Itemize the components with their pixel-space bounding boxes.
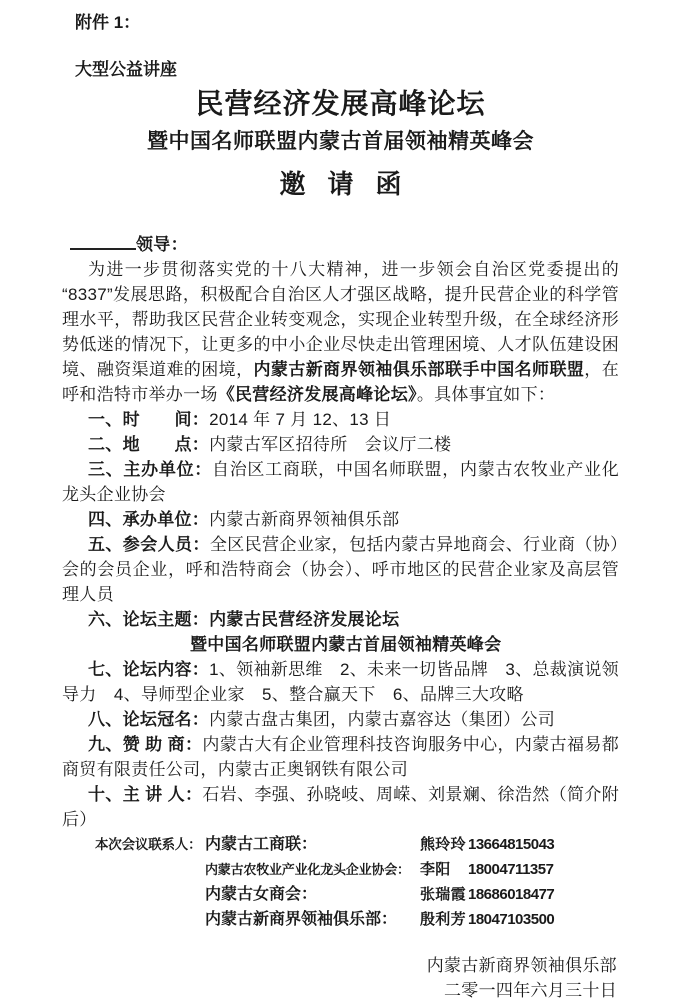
signature-block	[62, 953, 619, 1003]
item-label: 八、论坛冠名：	[88, 710, 210, 729]
document-subtitle: 暨中国名师联盟内蒙古首届领袖精英峰会	[147, 130, 534, 153]
contact-row	[62, 882, 619, 907]
contact-phone: 18004711357	[468, 861, 554, 878]
item-label: 三、主办单位：	[88, 460, 212, 479]
intro-bold-forum-name: 《民营经济发展高峰论坛》	[217, 385, 417, 404]
contact-row	[62, 857, 619, 882]
item-content: 2014 年 7 月 12、13 日	[209, 410, 392, 429]
document-content	[0, 13, 675, 1003]
list-item-time	[62, 407, 619, 432]
contact-org: 内蒙古女商会：	[205, 886, 318, 903]
contacts-header-label: 本次会议联系人：	[95, 837, 202, 852]
item-label: 十、主 讲 人：	[88, 785, 203, 804]
document-title: 民营经济发展高峰论坛	[195, 88, 486, 119]
contacts-header-spacer	[62, 857, 205, 882]
forum-theme-line2: 暨中国名师联盟内蒙古首届领袖精英峰会	[190, 635, 502, 654]
list-item-title-sponsors	[62, 707, 619, 732]
contact-phone: 18686018477	[468, 886, 555, 903]
lecture-type-label: 大型公益讲座	[75, 60, 177, 79]
item-label: 二、地 点：	[88, 435, 210, 454]
item-label: 一、时 间：	[88, 410, 210, 429]
list-item-hosts	[62, 457, 619, 507]
contacts-header-spacer	[62, 907, 205, 932]
signature-organization: 内蒙古新商界领袖俱乐部	[426, 956, 617, 975]
item-content: 自治区工商联，中国名师联盟，内蒙古农牧业产业化龙头企业协会	[62, 460, 619, 504]
contact-phone: 18047103500	[468, 911, 555, 928]
list-item-forum-theme	[62, 607, 619, 632]
item-content: 内蒙古大有企业管理科技咨询服务中心，内蒙古福易都商贸有限责任公司，内蒙古正奥钢铁有限公司	[62, 735, 619, 779]
contact-name: 李阳	[420, 861, 451, 878]
contact-phone: 13664815043	[468, 836, 555, 853]
invitation-heading: 邀请函	[279, 169, 424, 199]
item-content: 内蒙古民营经济发展论坛	[209, 610, 400, 629]
contact-org: 内蒙古新商界领袖俱乐部：	[205, 911, 398, 928]
salutation-label: 领导：	[136, 235, 188, 254]
item-label: 六、论坛主题：	[88, 610, 210, 629]
item-content: 1、领袖新思维 2、未来一切皆品牌 3、总裁演说领导力 4、导师型企业家 5、整合赢天下 6、品牌三大攻略	[62, 660, 619, 704]
scanned-invitation-document	[0, 13, 675, 1000]
contacts-table	[62, 832, 619, 932]
intro-text: 。具体事宜如下：	[416, 385, 556, 404]
contact-org: 内蒙古农牧业产业化龙头企业协会：	[205, 862, 410, 877]
contacts-header-spacer	[62, 882, 205, 907]
list-item-organizer	[62, 507, 619, 532]
salutation-blank-underline	[70, 231, 136, 250]
contact-name: 张瑞霞	[420, 886, 466, 903]
list-item-forum-content	[62, 657, 619, 707]
contact-row	[62, 832, 619, 857]
intro-text: ，在呼和浩特市举办一场	[62, 360, 619, 404]
contact-name: 熊玲玲	[420, 836, 466, 853]
item-label: 五、参会人员：	[88, 535, 210, 554]
attachment-label: 附件 1：	[75, 13, 141, 32]
item-content: 石岩、李强、孙晓岐、周嵘、刘景斓、徐浩然（简介附后）	[62, 785, 619, 829]
item-label: 九、赞 助 商：	[88, 735, 203, 754]
intro-text: 为进一步贯彻落实党的十八大精神，进一步领会自治区党委提出的“8337”发展思路，积极配合自治区人才强区战略，提升民营企业的科学管理水平，帮助我区民营企业转变观念，实现企业转型升级，在全球经济形势低迷的情况下，让更多的中小企业尽快走出管理困境、人才队伍建设困境、融资渠道难的困境，	[62, 260, 619, 379]
intro-paragraph	[62, 257, 619, 407]
item-label: 四、承办单位：	[88, 510, 210, 529]
item-content: 全区民营企业家，包括内蒙古异地商会、行业商（协）会的会员企业，呼和浩特商会（协会）、呼市地区的民营企业家及高层管理人员	[62, 535, 619, 604]
intro-bold-organizers: 内蒙古新商界领袖俱乐部联手中国名师联盟	[253, 360, 585, 379]
document-body	[62, 231, 619, 1003]
contact-org: 内蒙古工商联：	[205, 836, 318, 853]
list-item-venue	[62, 432, 619, 457]
item-content: 内蒙古盘古集团，内蒙古嘉容达（集团）公司	[209, 710, 556, 729]
contact-row	[62, 907, 619, 932]
item-content: 内蒙古军区招待所 会议厅二楼	[209, 435, 452, 454]
item-content: 内蒙古新商界领袖俱乐部	[209, 510, 400, 529]
list-item-speakers	[62, 782, 619, 832]
item-label: 七、论坛内容：	[88, 660, 210, 679]
salutation-line	[62, 231, 619, 257]
list-item-sponsors	[62, 732, 619, 782]
contact-name: 殷利芳	[420, 911, 466, 928]
signature-date: 二零一四年六月三十日	[444, 981, 617, 1000]
list-item-participants	[62, 532, 619, 607]
